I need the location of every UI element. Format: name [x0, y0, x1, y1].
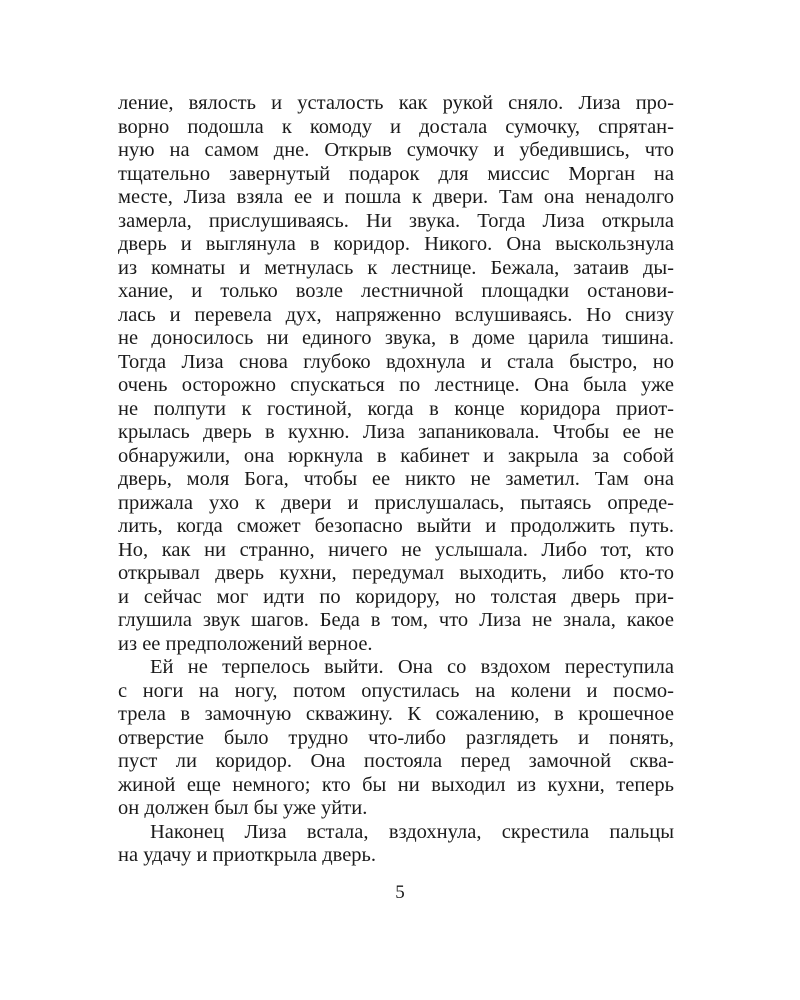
text-line: пуст ли коридор. Она постояла перед замочной сква-	[118, 750, 674, 772]
text-line: дверь и выглянула в коридор. Никого. Она выскользнула	[118, 233, 674, 255]
text-line: ворно подошла к комоду и достала сумочку, спрятан-	[118, 115, 674, 138]
text-line: ление, вялость и усталость как рукой сняло. Лиза про-	[118, 92, 674, 114]
text-line: лась и перевела дух, напряженно вслушиваясь. Но снизу	[118, 303, 674, 326]
text-line: с ноги на ногу, потом опустилась на колени и посмо-	[118, 679, 674, 702]
text-line: Наконец Лиза встала, вздохнула, скрестила пальцы	[150, 820, 674, 843]
paragraph-2	[118, 656, 674, 821]
text-line: Ей не терпелось выйти. Она со вздохом переступила	[150, 656, 674, 678]
text-line: хание, и только возле лестничной площадки останови-	[118, 280, 674, 302]
text-line: тщательно завернутый подарок для миссис Морган на	[118, 162, 674, 185]
text-line: из ее предположений верное.	[118, 632, 373, 655]
text-line: лить, когда сможет безопасно выйти и продолжить путь.	[118, 515, 674, 537]
text-line: месте, Лиза взяла ее и пошла к двери. Там она ненадолго	[118, 186, 674, 208]
text-line: прижала ухо к двери и прислушалась, пытаясь опреде-	[118, 491, 674, 514]
text-line: дверь, моля Бога, чтобы ее никто не заметил. Там она	[118, 468, 674, 490]
body-text	[118, 92, 674, 868]
paragraph-1	[118, 92, 674, 656]
text-line: отверстие было трудно что-либо разглядеть и понять,	[118, 726, 674, 749]
text-line: ную на самом дне. Открыв сумочку и убедившись, что	[118, 139, 674, 161]
text-line: не доносилось ни единого звука, в доме царила тишина.	[118, 327, 674, 349]
text-line: обнаружили, она юркнула в кабинет и закрыла за собой	[118, 444, 674, 467]
text-line: очень осторожно спускаться по лестнице. Она была уже	[118, 374, 674, 396]
text-line: он должен был бы уже уйти.	[118, 797, 368, 819]
text-line: Но, как ни странно, ничего не услышала. Либо тот, кто	[118, 538, 674, 561]
text-line: трела в замочную скважину. К сожалению, в крошечное	[118, 703, 674, 725]
text-line: крылась дверь в кухню. Лиза запаниковала. Чтобы ее не	[118, 421, 674, 443]
text-line: не полпути к гостиной, когда в конце коридора приот-	[118, 397, 674, 420]
page-number: 5	[395, 882, 405, 903]
text-line: открывал дверь кухни, передумал выходить, либо кто-то	[118, 562, 674, 584]
text-line: из комнаты и метнулась к лестнице. Бежала, затаив ды-	[118, 256, 674, 279]
text-line: жиной еще немного; кто бы ни выходил из кухни, теперь	[118, 773, 674, 796]
text-line: Тогда Лиза снова глубоко вдохнула и стала быстро, но	[118, 350, 674, 373]
text-line: замерла, прислушиваясь. Ни звука. Тогда Лиза открыла	[118, 209, 674, 232]
text-line: глушила звук шагов. Беда в том, что Лиза не знала, какое	[118, 609, 674, 631]
text-line: на удачу и приоткрыла дверь.	[118, 844, 377, 866]
text-line: и сейчас мог идти по коридору, но толстая дверь при-	[118, 585, 674, 608]
paragraph-3	[118, 821, 674, 868]
